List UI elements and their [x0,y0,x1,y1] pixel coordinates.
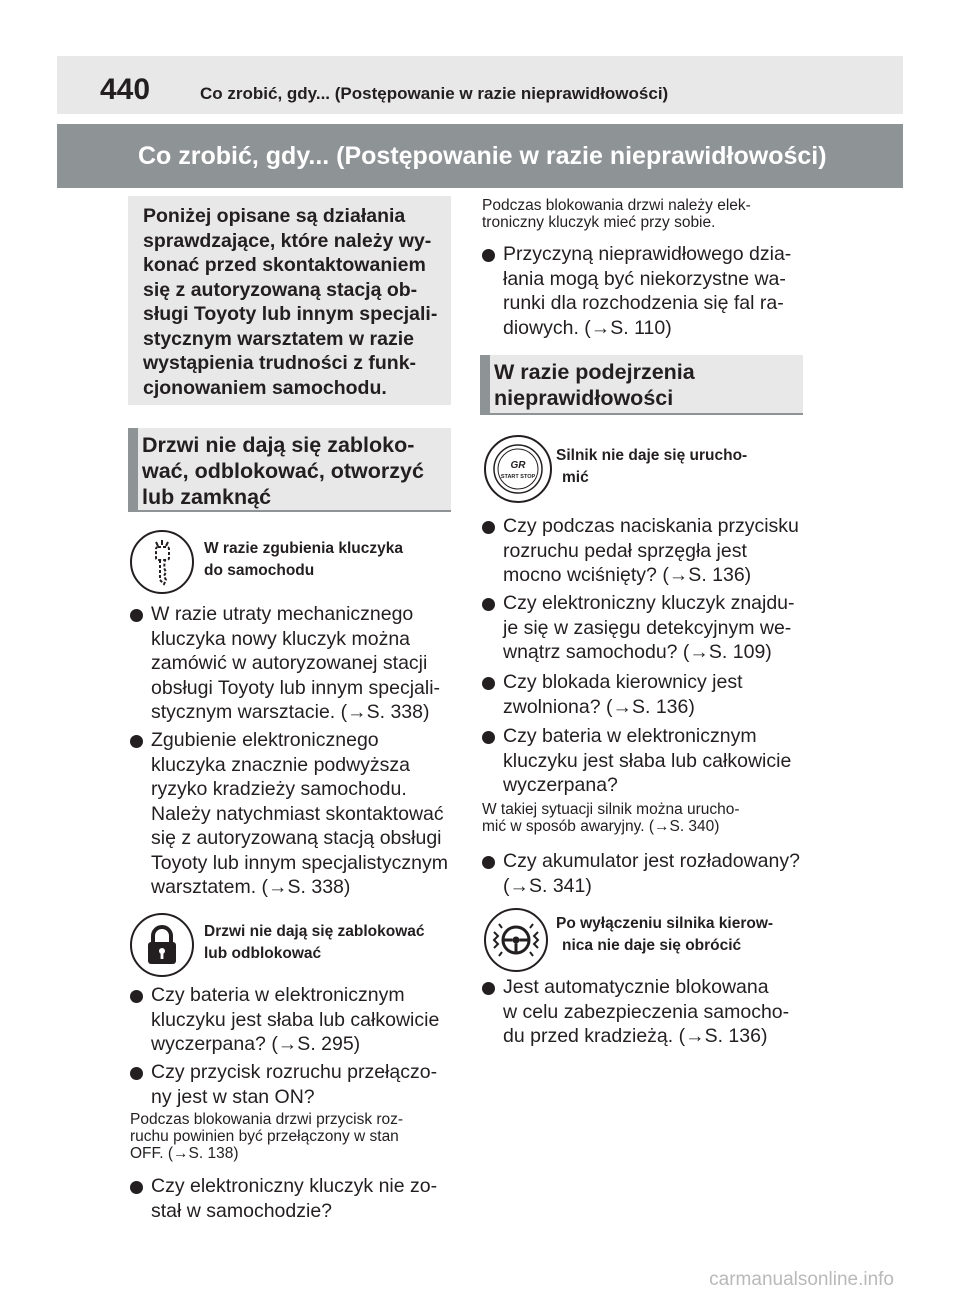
topic-lost-key: W razie zgubienia kluczyka do samochodu [204,540,403,579]
list-item: Czy przycisk rozruchu przełączo- ny jest w stan ON? [130,1060,455,1109]
note-text: W takiej sytuacji silnik można urucho- mić w sposób awaryjny. (→S. 340) [482,801,740,835]
list-item: W razie utraty mechanicznego kluczyka nowy kluczyk można zamówić w autoryzowanej stacji obsługi Toyoty lub innym specjali- stycznym warsztacie. (→S. 338) [130,602,455,725]
topic-steering-lock: Po wyłączeniu silnika kierow- nica nie daje się obrócić [556,915,774,954]
list-item: Czy elektroniczny kluczyk znajdu- je się w zasięgu detekcyjnym we- wnątrz samochodu? (→S. 109) [482,591,807,665]
steering-lock-icon [484,908,548,972]
paragraph: Podczas blokowania drzwi należy elek- troniczny kluczyk mieć przy sobie. [482,197,751,231]
list-item: Jest automatycznie blokowana w celu zabezpieczenia samocho- du przed kradzieżą. (→S. 136) [482,975,807,1049]
list-item: Czy bateria w elektronicznym kluczyku jest słaba lub całkowicie wyczerpana? (→S. 295) [130,983,455,1057]
topic-engine-no-start: Silnik nie daje się urucho- mić [556,447,748,486]
key-icon [130,530,194,594]
list-item: Zgubienie elektronicznego kluczyka znacznie podwyższa ryzyko kradzieży samochodu. Należy natychmiast skontaktować się z autoryzowaną stacją obsługi Toyoty lub innym specjalistycznym warsztatem. (→S. 338) [130,728,455,900]
start-stop-label: START STOP [500,474,536,480]
start-stop-button-icon [484,435,552,503]
section-heading-malfunction: W razie podejrzenia nieprawidłowości [480,355,803,415]
chapter-title: Co zrobić, gdy... (Postępowanie w razie nieprawidłowości) [138,142,827,170]
topic-doors-lock: Drzwi nie dają się zablokować lub odblokować [204,923,425,962]
page-number: 440 [100,73,151,106]
note-text: Podczas blokowania drzwi przycisk roz- ruchu powinien być przełączony w stan OFF. (→S. 138) [130,1111,404,1162]
list-item: Czy blokada kierownicy jest zwolniona? (→S. 136) [482,670,807,719]
intro-text: Poniżej opisane są działania sprawdzające, które należy wy- konać przed skontaktowaniem się z autoryzowaną stacją ob- sługi Toyoty lub innym specjali- stycznym warsztatem w razie wystąpienia trudności z funk- cjonowaniem samochodu. [143,205,438,399]
list-item: Czy bateria w elektronicznym kluczyku jest słaba lub całkowicie wyczerpana? [482,724,807,798]
running-title: Co zrobić, gdy... (Postępowanie w razie nieprawidłowości) [200,84,669,103]
gr-logo: GR [510,460,526,471]
lock-icon [130,913,194,977]
section-heading-doors: Drzwi nie dają się zabloko- wać, odblokować, otworzyć lub zamknąć [128,428,451,512]
watermark: carmanualsonline.info [709,1269,894,1290]
list-item: Czy podczas naciskania przycisku rozruchu pedał sprzęgła jest mocno wciśnięty? (→S. 136) [482,514,807,588]
list-item: Czy elektroniczny kluczyk nie zo- stał w samochodzie? [130,1174,455,1223]
list-item: Czy akumulator jest rozładowany? (→S. 341) [482,849,807,898]
list-item: Przyczyną nieprawidłowego dzia- łania mogą być niekorzystne wa- runki dla rozchodzenia się fal ra- diowych. (→S. 110) [482,242,807,340]
